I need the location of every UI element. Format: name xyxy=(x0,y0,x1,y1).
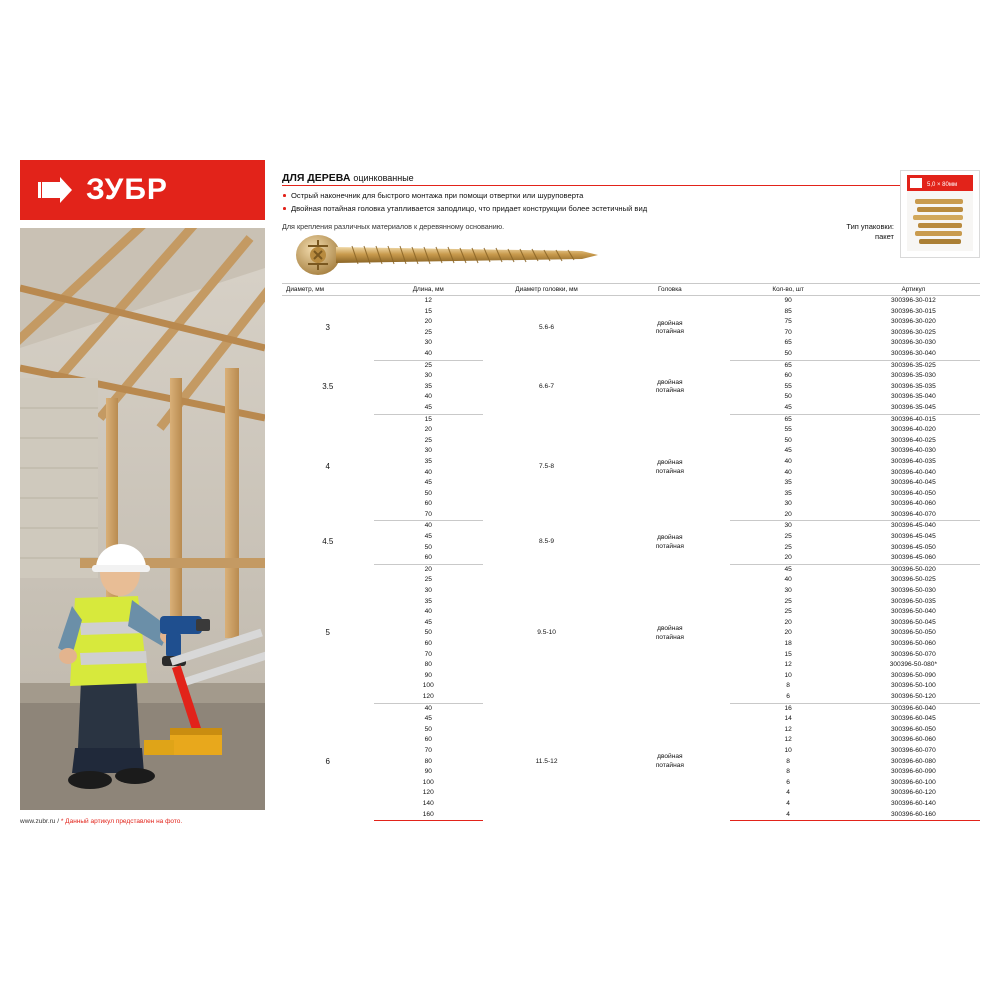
cell-quantity: 40 xyxy=(784,468,792,476)
list-item: Двойная потайная головка утапливается заподлицо, что придает конструкции более эстетичный вид xyxy=(282,203,752,214)
table-body xyxy=(282,296,980,821)
cell-quantity: 8 xyxy=(786,768,790,776)
feature-list xyxy=(282,190,752,216)
cell-quantity: 30 xyxy=(784,522,792,530)
cell-sku: 300396-40-035 xyxy=(891,457,936,465)
package-label: Тип упаковки: xyxy=(846,222,894,231)
cell-head-type: двойная потайная xyxy=(655,625,684,641)
cell-sku: 300396-60-100 xyxy=(891,778,936,786)
cell-sku: 300396-50-090 xyxy=(891,671,936,679)
cell-quantity: 14 xyxy=(784,715,792,723)
cell-sku: 300396-35-040 xyxy=(891,393,936,401)
column-header-qty: Кол-во, шт xyxy=(730,284,847,296)
cell-sku: 300396-30-012 xyxy=(891,297,936,304)
cell-length: 40 xyxy=(374,349,483,360)
column-header-head-diameter: Диаметр головки, мм xyxy=(483,284,610,296)
cell-quantity: 15 xyxy=(784,650,792,658)
cell-length: 30 xyxy=(424,372,432,380)
cell-diameter: 3.5 xyxy=(322,381,334,391)
page-title xyxy=(282,172,414,184)
cell-quantity: 4 xyxy=(786,799,790,807)
cell-quantity: 6 xyxy=(786,778,790,786)
table-row xyxy=(282,703,980,714)
cell-quantity: 65 xyxy=(784,361,792,369)
cell-quantity: 50 xyxy=(730,349,847,360)
cell-quantity: 18 xyxy=(784,640,792,647)
cell-quantity: 12 xyxy=(784,725,792,733)
cell-quantity: 35 xyxy=(784,489,792,497)
cell-length: 45 xyxy=(424,618,432,626)
cell-head-diameter: 6.6-7 xyxy=(539,382,555,390)
cell-sku: 300396-60-090 xyxy=(891,768,936,776)
table-row xyxy=(282,296,980,307)
cell-quantity: 25 xyxy=(784,608,792,616)
cell-quantity: 20 xyxy=(730,510,847,521)
cell-quantity: 25 xyxy=(784,533,792,541)
cell-length: 20 xyxy=(424,318,432,326)
product-datasheet xyxy=(20,160,980,840)
cell-sku: 300396-40-015 xyxy=(891,415,936,423)
cell-length: 140 xyxy=(422,799,434,807)
cell-head-type: двойная потайная xyxy=(655,534,684,550)
cell-quantity: 20 xyxy=(784,629,792,637)
cell-sku: 300396-30-015 xyxy=(891,307,936,315)
cell-sku: 300396-50-050 xyxy=(891,629,936,637)
cell-quantity: 40 xyxy=(784,457,792,465)
cell-sku: 300396-30-030 xyxy=(891,339,936,347)
cell-length: 90 xyxy=(424,671,432,679)
cell-length: 160 xyxy=(374,810,483,821)
cell-diameter: 5 xyxy=(325,628,330,638)
cell-quantity: 30 xyxy=(784,500,792,508)
cell-quantity: 25 xyxy=(784,597,792,605)
cell-length: 30 xyxy=(424,447,432,455)
cell-length: 25 xyxy=(424,361,432,369)
cell-quantity: 65 xyxy=(784,415,792,423)
cell-length: 45 xyxy=(424,715,432,723)
footnote-text: * Данный артикул представлен на фото. xyxy=(60,818,183,825)
cell-length: 70 xyxy=(424,746,432,754)
website-link[interactable]: www.zubr.ru xyxy=(20,818,56,825)
cell-sku: 300396-60-060 xyxy=(891,736,936,744)
cell-length: 90 xyxy=(424,768,432,776)
package-photo xyxy=(900,170,980,258)
cell-quantity: 55 xyxy=(784,426,792,434)
specification-table xyxy=(282,283,980,821)
cell-sku: 300396-50-060 xyxy=(891,640,936,647)
cell-diameter: 6 xyxy=(325,756,330,766)
svg-text:5,0 × 80мм: 5,0 × 80мм xyxy=(927,182,958,188)
application-photo xyxy=(20,228,265,810)
column-header-diameter: Диаметр, мм xyxy=(282,284,374,296)
cell-sku: 300396-50-100 xyxy=(891,682,936,690)
cell-length: 40 xyxy=(424,522,432,530)
cell-head-diameter: 8.5-9 xyxy=(539,538,555,546)
cell-head-type: двойная потайная xyxy=(655,753,684,769)
cell-sku: 300396-30-025 xyxy=(891,328,936,336)
page-subtitle: оцинкованные xyxy=(353,173,414,183)
column-header-head: Головка xyxy=(610,284,729,296)
cell-sku: 300396-60-050 xyxy=(891,725,936,733)
cell-quantity: 10 xyxy=(784,671,792,679)
cell-sku: 300396-50-045 xyxy=(891,618,936,626)
cell-sku: 300396-60-140 xyxy=(891,799,936,807)
cell-head-diameter: 7.5-8 xyxy=(539,463,555,471)
arrow-icon xyxy=(38,173,76,207)
cell-length: 30 xyxy=(424,587,432,595)
cell-length: 80 xyxy=(424,757,432,765)
cell-diameter: 3 xyxy=(325,322,330,332)
cell-diameter: 4 xyxy=(325,462,330,472)
cell-quantity: 10 xyxy=(784,746,792,754)
cell-sku: 300396-40-025 xyxy=(891,436,936,444)
cell-sku: 300396-35-030 xyxy=(891,372,936,380)
cell-quantity: 8 xyxy=(786,682,790,690)
cell-length: 60 xyxy=(424,500,432,508)
cell-quantity: 85 xyxy=(784,307,792,315)
list-item: Острый наконечник для быстрого монтажа при помощи отвертки или шуруповерта xyxy=(282,190,752,201)
table-row xyxy=(282,564,980,575)
cell-length: 50 xyxy=(424,543,432,551)
cell-length: 20 xyxy=(424,565,432,573)
cell-sku: 300396-50-040 xyxy=(891,608,936,616)
cell-length: 80 xyxy=(424,661,432,669)
cell-length: 70 xyxy=(424,650,432,658)
cell-sku: 300396-60-080 xyxy=(891,757,936,765)
cell-length: 120 xyxy=(422,789,434,797)
cell-quantity: 4 xyxy=(786,789,790,797)
cell-quantity: 12 xyxy=(784,661,792,669)
cell-sku: 300396-30-040 xyxy=(847,349,980,360)
cell-sku: 300396-40-040 xyxy=(891,468,936,476)
cell-length: 60 xyxy=(424,640,432,647)
cell-quantity: 25 xyxy=(784,543,792,551)
cell-quantity: 45 xyxy=(784,565,792,573)
screw-illustration xyxy=(282,234,612,276)
footer-note xyxy=(20,818,182,825)
footer-separator: / xyxy=(57,818,60,825)
cell-head-type: двойная потайная xyxy=(655,319,684,336)
cell-head-type: двойная потайная xyxy=(655,459,684,475)
package-value: пакет xyxy=(875,232,894,241)
page-title-text: ДЛЯ ДЕРЕВА xyxy=(282,172,351,184)
cell-sku: 300396-30-020 xyxy=(891,318,936,326)
column-header-length: Длина, мм xyxy=(374,284,483,296)
cell-diameter: 4.5 xyxy=(322,537,334,547)
cell-sku: 300396-50-070 xyxy=(891,650,936,658)
cell-head-type: двойная потайная xyxy=(655,378,684,395)
cell-length: 50 xyxy=(424,629,432,637)
cell-quantity: 90 xyxy=(784,297,792,304)
cell-sku: 300396-45-040 xyxy=(891,522,936,530)
cell-head-diameter: 5.6-6 xyxy=(539,323,555,331)
table-row xyxy=(282,414,980,425)
cell-length: 120 xyxy=(374,692,483,703)
cell-length: 25 xyxy=(424,328,432,336)
cell-sku: 300396-50-035 xyxy=(891,597,936,605)
cell-quantity: 70 xyxy=(784,328,792,336)
cell-sku: 300396-60-070 xyxy=(891,746,936,754)
cell-sku: 300396-60-120 xyxy=(891,789,936,797)
cell-sku: 300396-40-060 xyxy=(891,500,936,508)
cell-quantity: 8 xyxy=(786,757,790,765)
cell-length: 40 xyxy=(424,468,432,476)
cell-sku: 300396-35-035 xyxy=(891,382,936,390)
cell-quantity: 75 xyxy=(784,318,792,326)
cell-sku: 300396-45-050 xyxy=(891,543,936,551)
cell-length: 50 xyxy=(424,725,432,733)
title-bar xyxy=(282,172,980,186)
cell-quantity: 50 xyxy=(784,436,792,444)
cell-length: 40 xyxy=(424,393,432,401)
cell-head-diameter: 9.5-10 xyxy=(537,629,556,637)
package-info xyxy=(846,222,894,242)
column-header-sku: Артикул xyxy=(847,284,980,296)
cell-sku: 300396-40-030 xyxy=(891,447,936,455)
cell-length: 40 xyxy=(424,704,432,712)
table-header-row xyxy=(282,284,980,296)
cell-sku: 300396-60-040 xyxy=(891,704,936,712)
cell-sku: 300396-45-060 xyxy=(847,553,980,564)
cell-length: 12 xyxy=(424,297,432,304)
cell-length: 25 xyxy=(424,576,432,584)
cell-quantity: 16 xyxy=(784,704,792,712)
cell-length: 15 xyxy=(424,307,432,315)
cell-quantity: 20 xyxy=(784,618,792,626)
left-column xyxy=(20,160,265,840)
cell-quantity: 12 xyxy=(784,736,792,744)
cell-quantity: 35 xyxy=(784,479,792,487)
cell-sku: 300396-60-160 xyxy=(847,810,980,821)
cell-quantity: 60 xyxy=(784,372,792,380)
table-row xyxy=(282,360,980,371)
cell-sku: 300396-50-025 xyxy=(891,576,936,584)
cell-sku: 300396-40-070 xyxy=(847,510,980,521)
cell-quantity: 40 xyxy=(784,576,792,584)
cell-sku: 300396-40-050 xyxy=(891,489,936,497)
cell-sku: 300396-40-020 xyxy=(891,426,936,434)
cell-quantity: 45 xyxy=(784,447,792,455)
cell-quantity: 55 xyxy=(784,382,792,390)
cell-sku: 300396-40-045 xyxy=(891,479,936,487)
cell-quantity: 65 xyxy=(784,339,792,347)
cell-length: 70 xyxy=(374,510,483,521)
cell-length: 45 xyxy=(424,533,432,541)
cell-sku: 300396-50-080* xyxy=(889,661,938,669)
cell-length: 60 xyxy=(424,736,432,744)
cell-quantity: 30 xyxy=(784,587,792,595)
brand-logo xyxy=(20,160,265,220)
cell-quantity: 4 xyxy=(730,810,847,821)
product-description: Для крепления различных материалов к деревянному основанию. xyxy=(282,222,505,231)
cell-sku: 300396-60-045 xyxy=(891,715,936,723)
cell-quantity: 20 xyxy=(730,553,847,564)
cell-quantity: 6 xyxy=(730,692,847,703)
cell-length: 100 xyxy=(422,682,434,690)
cell-sku: 300396-50-120 xyxy=(847,692,980,703)
cell-length: 35 xyxy=(424,597,432,605)
cell-length: 20 xyxy=(424,426,432,434)
cell-length: 45 xyxy=(424,479,432,487)
cell-sku: 300396-50-020 xyxy=(891,565,936,573)
table-row xyxy=(282,521,980,532)
cell-length: 50 xyxy=(424,489,432,497)
cell-head-diameter: 11.5-12 xyxy=(535,757,558,765)
cell-length: 25 xyxy=(424,436,432,444)
cell-sku: 300396-45-045 xyxy=(891,533,936,541)
brand-name: ЗУБР xyxy=(86,173,168,206)
cell-sku: 300396-35-025 xyxy=(891,361,936,369)
cell-quantity: 50 xyxy=(784,393,792,401)
cell-length: 35 xyxy=(424,457,432,465)
main-column xyxy=(282,160,980,840)
cell-sku: 300396-50-030 xyxy=(891,587,936,595)
cell-sku: 300396-35-045 xyxy=(847,403,980,414)
cell-length: 15 xyxy=(424,415,432,423)
cell-length: 30 xyxy=(424,339,432,347)
cell-length: 35 xyxy=(424,382,432,390)
cell-length: 100 xyxy=(422,778,434,786)
cell-length: 40 xyxy=(424,608,432,616)
cell-length: 60 xyxy=(374,553,483,564)
cell-length: 45 xyxy=(374,403,483,414)
cell-quantity: 45 xyxy=(730,403,847,414)
